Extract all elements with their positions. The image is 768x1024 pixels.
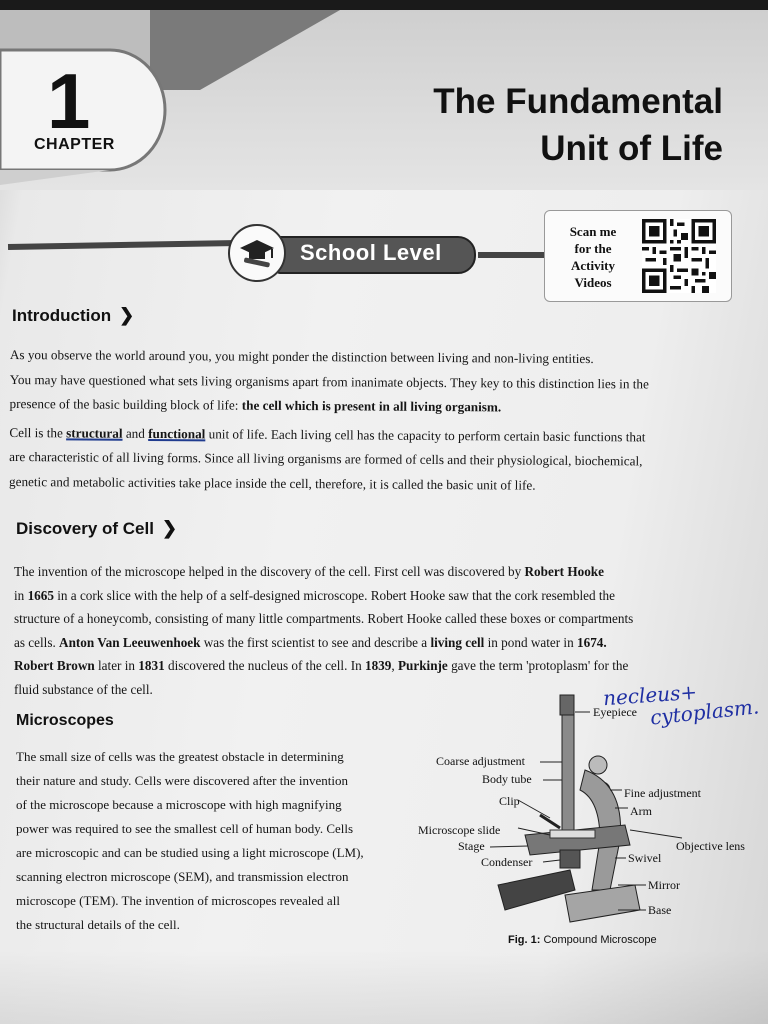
label-objective-lens: Objective lens	[676, 839, 745, 853]
discovery-bold: 1674.	[577, 634, 607, 650]
label-mirror: Mirror	[648, 878, 680, 892]
label-coarse-adjustment: Coarse adjustment	[436, 754, 525, 768]
scan-text	[555, 223, 631, 291]
microscopes-line: The small size of cells was the greatest obstacle in determining	[16, 749, 344, 764]
microscopes-heading: Microscopes	[16, 712, 114, 729]
discovery-text: in a cork slice with the help of a self-designed microscope. Robert Hooke saw that the cork resembled the	[53, 587, 615, 603]
intro-bold: the cell which is present in all living organism.	[241, 397, 502, 415]
discovery-heading	[16, 518, 177, 539]
discovery-text: was the first scientist to see and describe a	[200, 634, 431, 650]
intro-text: unit of life. Each living cell has the capacity to perform certain basic functions that	[205, 425, 646, 444]
intro-line: You may have questioned what sets living organisms apart from inanimate objects. They key to this distinction lies in the	[9, 371, 649, 391]
chapter-title-line2: Unit of Life	[540, 129, 723, 168]
scan-line2: for the	[574, 241, 612, 256]
intro-text: Cell is the	[9, 424, 67, 440]
discovery-bold: 1831	[138, 658, 165, 673]
intro-line: genetic and metabolic activities take place inside the cell, therefore, it is called the basic unit of life.	[8, 473, 536, 493]
discovery-line	[14, 654, 748, 678]
intro-line	[9, 392, 749, 422]
top-edge	[0, 0, 768, 10]
discovery-line: fluid substance of the cell.	[14, 681, 153, 697]
school-level-badge	[228, 224, 490, 280]
discovery-line: structure of a honeycomb, consisting of many little compartments. Robert Hooke called these boxes or compartments	[14, 611, 634, 626]
discovery-text: gave the term 'protoplasm' for the	[447, 658, 629, 673]
chapter-title-line1: The Fundamental	[433, 82, 723, 121]
label-fine-adjustment: Fine adjustment	[624, 786, 701, 800]
discovery-line	[14, 560, 748, 584]
scan-line3: Activity	[570, 258, 616, 273]
scan-line1: Scan me	[569, 224, 617, 239]
chapter-title	[433, 78, 723, 172]
discovery-text: in	[14, 587, 28, 603]
discovery-line	[14, 631, 748, 655]
divider-left	[8, 240, 238, 250]
figure-caption	[508, 934, 657, 946]
label-eyepiece: Eyepiece	[593, 705, 637, 719]
discovery-bold: Robert Brown	[14, 658, 95, 673]
chevron-right-icon: ❯	[119, 305, 135, 325]
discovery-text: ,	[391, 658, 398, 673]
qr-code-icon[interactable]	[637, 219, 721, 293]
microscopes-body	[16, 745, 416, 937]
microscopes-line: scanning electron microscope (SEM), and transmission electron	[16, 869, 349, 884]
chapter-number: 1	[47, 57, 91, 145]
discovery-line	[14, 584, 748, 608]
term-structural: structural	[66, 424, 123, 441]
discovery-body	[14, 560, 748, 701]
intro-line: As you observe the world around you, you might ponder the distinction between living and non-living entities.	[9, 346, 594, 367]
intro-line: are characteristic of all living forms. Since all living organisms are formed of cells and their physiological, biochemical,	[9, 448, 643, 469]
discovery-text: later in	[94, 658, 139, 673]
compound-microscope-figure	[410, 690, 766, 930]
introduction-body	[9, 343, 750, 499]
caption-number: Fig. 1:	[508, 934, 541, 946]
discovery-text: as cells.	[14, 634, 60, 650]
handwritten-note-cytoplasm: cytoplasm.	[649, 694, 761, 730]
discovery-text: discovered the nucleus of the cell. In	[164, 658, 365, 673]
label-body-tube: Body tube	[482, 772, 532, 786]
badge-circle	[228, 224, 286, 282]
discovery-bold: Anton Van Leeuwenhoek	[59, 634, 201, 650]
label-clip: Clip	[499, 794, 520, 808]
label-base: Base	[648, 903, 672, 917]
microscopes-line: power was required to see the smallest cell of human body. Cells	[16, 821, 354, 836]
introduction-heading	[12, 305, 134, 326]
caption-text: Compound Microscope	[540, 934, 657, 946]
scan-me-box[interactable]	[544, 210, 732, 302]
chevron-right-icon: ❯	[161, 518, 178, 538]
discovery-bold: living cell	[430, 634, 485, 650]
microscopes-line: their nature and study. Cells were discovered after the invention	[16, 773, 348, 788]
introduction-heading-text: Introduction	[12, 306, 112, 325]
page-bottom-shadow	[0, 950, 768, 1024]
graduation-cap-icon	[230, 226, 284, 280]
discovery-text: The invention of the microscope helped in the discovery of the cell. First cell was discovered by	[14, 564, 525, 579]
microscopes-line: microscope (TEM). The invention of microscopes revealed all	[16, 893, 340, 908]
discovery-text: in pond water in	[484, 634, 577, 650]
chapter-label: CHAPTER	[34, 136, 115, 153]
discovery-bold: Robert Hooke	[524, 564, 604, 579]
term-functional: functional	[148, 425, 206, 441]
microscopes-line: the structural details of the cell.	[16, 917, 180, 932]
handwritten-note-nucleus: necleus+	[602, 679, 698, 711]
label-microscope-slide: Microscope slide	[418, 823, 501, 837]
badge-label: School Level	[300, 240, 442, 265]
label-arm: Arm	[630, 804, 652, 818]
intro-text: presence of the basic building block of life:	[9, 395, 242, 413]
discovery-bold: Purkinje	[397, 658, 448, 673]
discovery-heading-text: Discovery of Cell	[16, 519, 154, 538]
discovery-bold: 1839	[364, 658, 392, 673]
scan-line4: Videos	[574, 275, 612, 290]
discovery-bold: 1665	[27, 587, 54, 603]
microscopes-line: of the microscope because a microscope with high magnifying	[16, 797, 342, 812]
label-stage: Stage	[458, 839, 485, 853]
microscopes-line: are microscopic and can be studied using a light microscope (LM),	[16, 845, 364, 860]
label-condenser: Condenser	[481, 855, 533, 869]
label-swivel: Swivel	[628, 851, 662, 865]
intro-text: and	[122, 425, 149, 441]
